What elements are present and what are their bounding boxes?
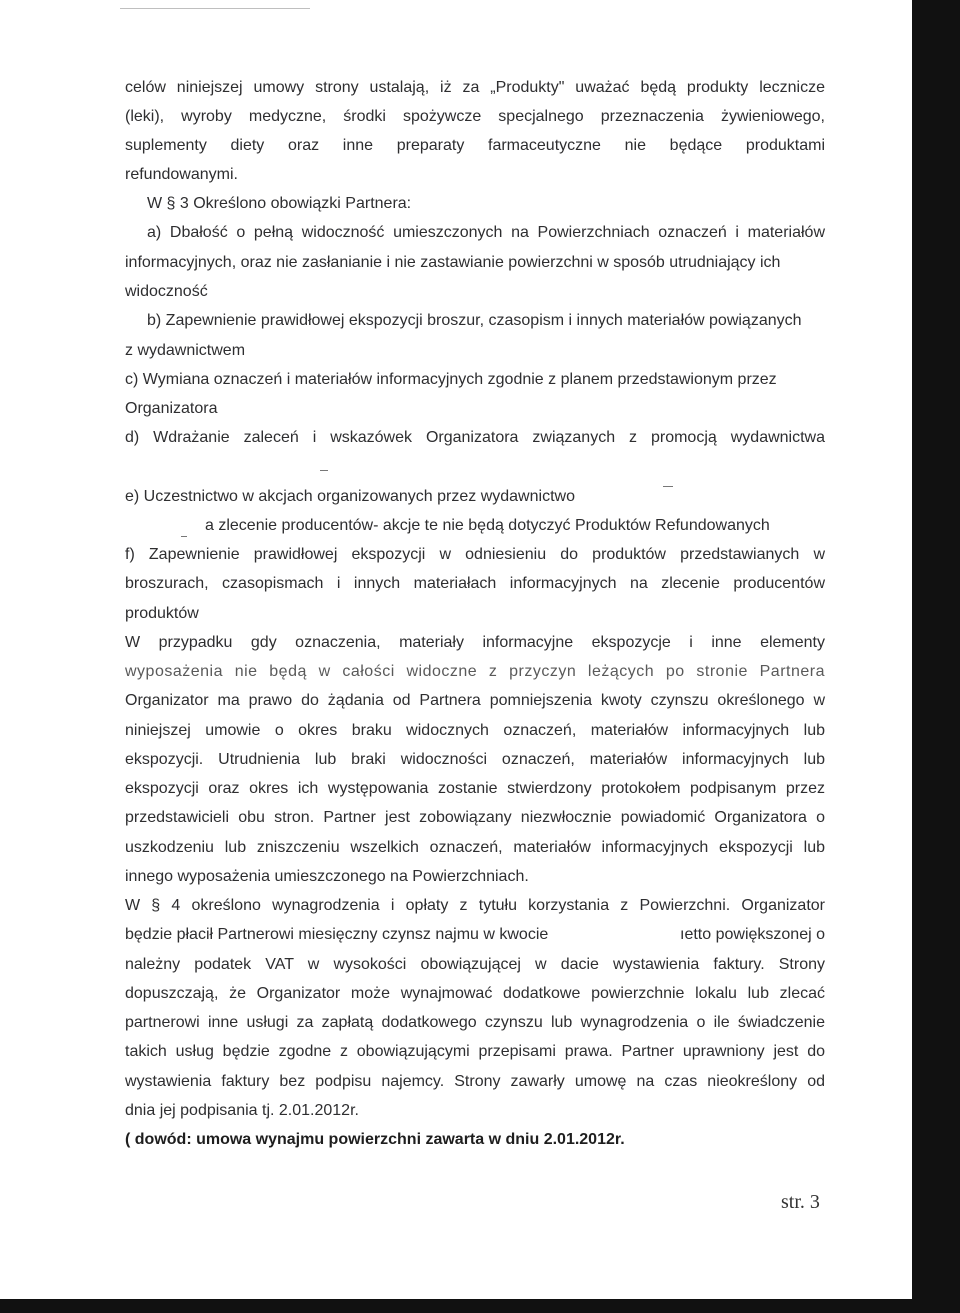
text-line: produktów [125, 605, 199, 622]
text-line: refundowanymi. [125, 166, 238, 183]
text-line: W § 4 określono wynagrodzenia i opłaty z tytułu korzystania z Powierzchni. Organizator [125, 897, 825, 914]
evidence-note: ( dowód: umowa wynajmu powierzchni zawarta w dniu 2.01.2012r. [125, 1131, 625, 1148]
text-line: przedstawicieli obu stron. Partner jest zobowiązany niezwłocznie powiadomić Organizatora o [125, 809, 825, 826]
text-line: dnia jej podpisania tj. 2.01.2012r. [125, 1102, 359, 1119]
text-line: partnerowi inne usługi za zapłatą dodatkowego czynszu lub wynagrodzenia o ile świadczenie [125, 1014, 825, 1031]
text-line: będzie płacił Partnerowi miesięczny czynsz najmu w kwocie [125, 926, 549, 943]
text-line-faded: wyposażenia nie będą w całości widoczne z przyczyn leżących po stronie Partnera [125, 663, 825, 680]
text-line: ekspozycji oraz okres ich występowania zostanie stwierdzony protokołem podpisanym przez [125, 780, 825, 797]
text-line: broszurach, czasopismach i innych materiałach informacyjnych na zlecenie producentów [125, 575, 825, 592]
page-number: str. 3 [781, 1191, 820, 1213]
text-line: innego wyposażenia umieszczonego na Powierzchniach. [125, 868, 529, 885]
text-line: widoczność [125, 283, 208, 300]
text-line: dopuszczają, że Organizator może wynajmować dodatkowe powierzchnie lokalu lub zlecać [125, 985, 825, 1002]
text-line-fragment: ıetto powiększonej o [680, 926, 825, 943]
text-line: należny podatek VAT w wysokości obowiązującej w dacie wystawienia faktury. Strony [125, 956, 825, 973]
list-item: b) Zapewnienie prawidłowej ekspozycji broszur, czasopism i innych materiałów powiązanych [147, 312, 802, 329]
list-item: a) Dbałość o pełną widoczność umieszczonych na Powierzchniach oznaczeń i materiałów [147, 224, 825, 241]
list-item: c) Wymiana oznaczeń i materiałów informacyjnych zgodnie z planem przedstawionym przez [125, 371, 777, 388]
list-item: f) Zapewnienie prawidłowej ekspozycji w odniesieniu do produktów przedstawianych w [125, 546, 825, 563]
text-line: informacyjnych, oraz nie zasłanianie i nie zastawianie powierzchni w sposób utrudniający ich [125, 254, 781, 271]
text-line: W przypadku gdy oznaczenia, materiały informacyjne ekspozycje i inne elementy [125, 634, 825, 651]
text-line: niniejszej umowie o okres braku widocznych oznaczeń, materiałów informacyjnych lub [125, 722, 825, 739]
list-item: e) Uczestnictwo w akcjach organizowanych przez wydawnictwo [125, 488, 575, 505]
scan-mark [181, 536, 187, 537]
text-line: Organizatora [125, 400, 218, 417]
text-line: suplementy diety oraz inne preparaty farmaceutyczne nie będące produktami [125, 137, 825, 154]
text-line: takich usług będzie zgodne z obowiązującymi przepisami prawa. Partner uprawniony jest do [125, 1043, 825, 1060]
list-item: d) Wdrażanie zaleceń i wskazówek Organizatora związanych z promocją wydawnictwa [125, 429, 825, 446]
text-line: wystawienia faktury bez podpisu najemcy. Strony zawarły umowę na czas nieokreślony od [125, 1073, 825, 1090]
text-line: Organizator ma prawo do żądania od Partnera pomniejszenia kwoty czynszu określonego w [125, 692, 825, 709]
text-line: ekspozycji. Utrudnienia lub braki widoczności oznaczeń, materiałów informacyjnych lub [125, 751, 825, 768]
scan-mark [320, 470, 328, 471]
text-line: z wydawnictwem [125, 342, 246, 359]
section-heading: W § 3 Określono obowiązki Partnera: [147, 195, 412, 212]
text-line: a zlecenie producentów- akcje te nie będą dotyczyć Produktów Refundowanych [205, 517, 770, 534]
text-line: uszkodzeniu lub zniszczeniu wszelkich oznaczeń, materiałów informacyjnych ekspozycji lub [125, 839, 825, 856]
scan-border-bottom [0, 1299, 960, 1313]
scan-smudge [120, 8, 310, 9]
text-line: (leki), wyroby medyczne, środki spożywcze specjalnego przeznaczenia żywieniowego, [125, 108, 825, 125]
text-line: celów niniejszej umowy strony ustalają, iż za „Produkty" uważać będą produkty lecznicze [125, 79, 825, 96]
scan-mark [663, 486, 673, 487]
scan-border-right [912, 0, 960, 1313]
